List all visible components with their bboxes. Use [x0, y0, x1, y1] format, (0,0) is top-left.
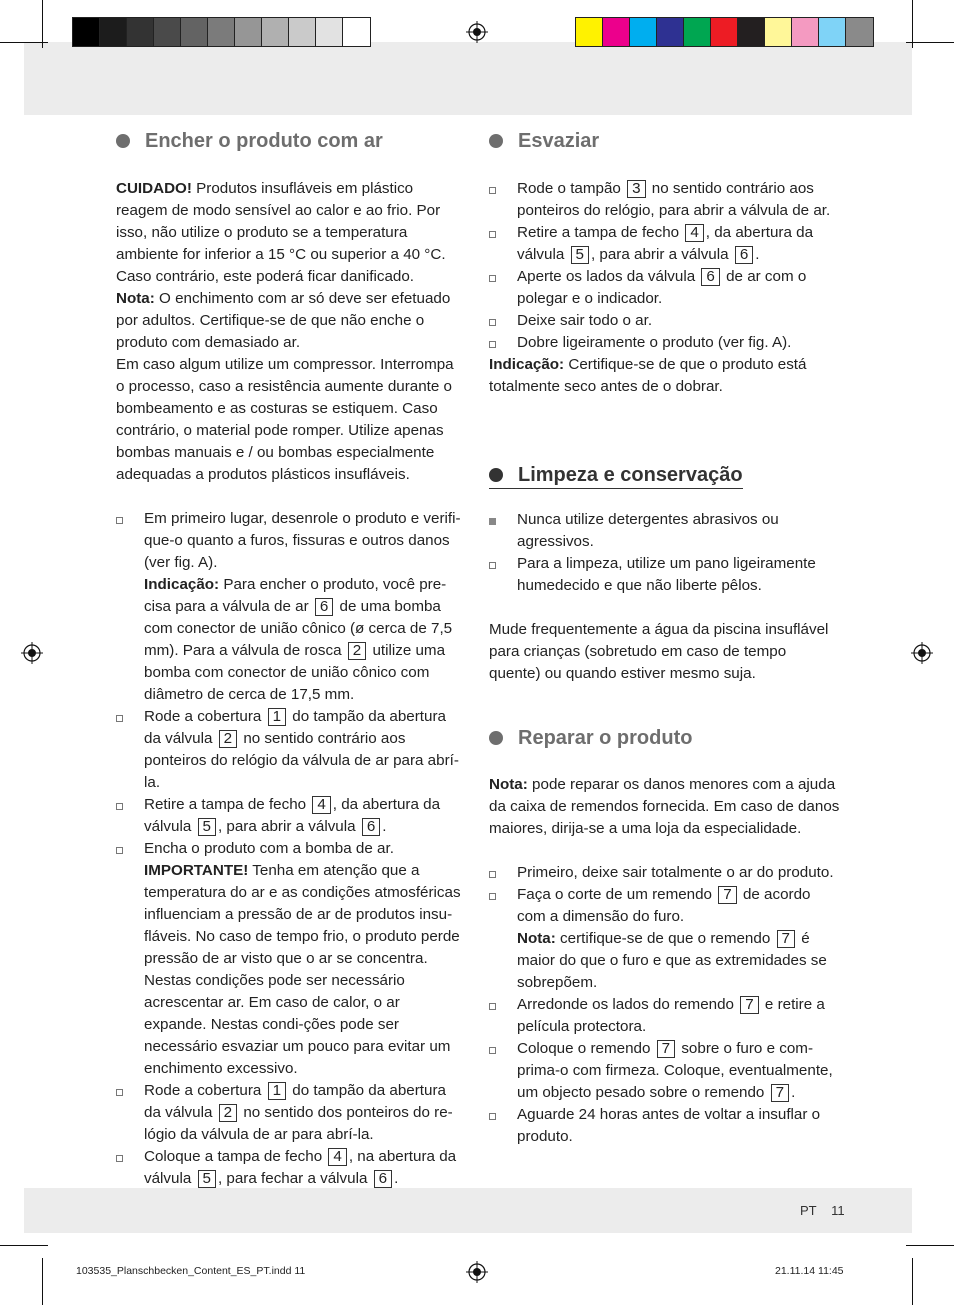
repair-steps	[489, 862, 841, 1148]
registration-mark-icon	[21, 642, 43, 664]
list-item: Para a limpeza, utilize um pano ligeiramente humedecido e que não liberte pêlos.	[489, 553, 841, 597]
part-ref: 5	[198, 818, 216, 836]
crop-mark	[42, 0, 43, 48]
list-item: Dobre ligeiramente o produto (ver fig. A).	[489, 332, 841, 354]
footer-band	[24, 1188, 912, 1233]
swatch	[738, 18, 765, 46]
section-heading-deflate: Esvaziar	[489, 128, 841, 154]
list-item: Em primeiro lugar, desenrole o produto e verifi-que-o quanto a furos, fissuras e outros danos (ver fig. A). Indicação: Para encher o produto, você pre-cisa para a válvula de ar 6 de uma bomba com conector de união cônico (ø cerca de 7,5 mm). Para a válvula de rosca 2 utilize uma bomba com conector de união cônico com diâmetro de cerca de 17,5 mm.	[116, 508, 466, 706]
deflate-indication: Indicação: Certifique-se de que o produto está totalmente seco antes de o dobrar.	[489, 356, 807, 395]
compressor-paragraph: Em caso algum utilize um compressor. Interrompa o processo, caso a resistência aumente durante o bombeamento e as costuras se estiquem. Caso contrário, o material pode romper. Utilize apenas bombas manuais e / ou bombas especialmente adequadas a produtos plásticos insufláveis.	[116, 356, 454, 483]
part-ref: 6	[374, 1170, 392, 1188]
part-ref: 1	[268, 708, 286, 726]
swatch	[576, 18, 603, 46]
list-item: Rode o tampão 3 no sentido contrário aos ponteiros do relógio, para abrir a válvula de ar.	[489, 178, 841, 222]
part-ref: 5	[571, 246, 589, 264]
header-band	[24, 42, 912, 115]
part-ref: 6	[315, 598, 333, 616]
swatch	[711, 18, 738, 46]
part-ref: 7	[718, 886, 736, 904]
list-item: Coloque o remendo 7 sobre o furo e com-prima-o com firmeza. Coloque, eventualmente, um objecto pesado sobre o remendo 7 .	[489, 1038, 841, 1104]
swatch	[684, 18, 711, 46]
swatch	[343, 18, 370, 46]
part-ref: 4	[328, 1148, 346, 1166]
part-ref: 3	[627, 180, 645, 198]
list-item: Encha o produto com a bomba de ar. IMPORTANTE! Tenha em atenção que a temperatura do ar e as condições atmosféricas influenciam a pressão de ar de produtos insu-fláveis. No caso de tempo frio, o produto perde pressão de ar visto que o ar se concentra. Nestas condições pode ser necessário acrescentar ar. Em caso de calor, o ar expande. Nestas condi-ções pode ser necessário esvaziar um pouco para evitar um enchimento excessivo.	[116, 838, 466, 1080]
footer-date: 21.11.14 11:45	[775, 1265, 844, 1277]
swatch	[657, 18, 684, 46]
swatch	[100, 18, 127, 46]
crop-mark	[912, 1258, 913, 1305]
repair-note: Nota: pode reparar os danos menores com a ajuda da caixa de remendos fornecida. Em caso de danos maiores, dirija-se a uma loja da especialidade.	[489, 776, 840, 837]
registration-mark-icon	[466, 1261, 488, 1283]
list-item: Aguarde 24 horas antes de voltar a insuflar o produto.	[489, 1104, 841, 1148]
crop-mark	[906, 1245, 954, 1246]
page-number: PT 11	[800, 1203, 845, 1218]
crop-mark	[912, 0, 913, 48]
part-ref: 7	[657, 1040, 675, 1058]
swatch	[846, 18, 873, 46]
part-ref: 7	[771, 1084, 789, 1102]
swatch	[765, 18, 792, 46]
part-ref: 6	[701, 268, 719, 286]
part-ref: 7	[777, 930, 795, 948]
list-item: Faça o corte de um remendo 7 de acordo com a dimensão do furo. Nota: certifique-se de que o remendo 7 é maior do que o furo e que as extremidades se sobrepõem.	[489, 884, 841, 994]
list-item: Rode a cobertura 1 do tampão da abertura da válvula 2 no sentido contrário aos ponteiros do relógio da válvula de ar para abrí-la.	[116, 706, 466, 794]
part-ref: 2	[348, 642, 366, 660]
swatch	[154, 18, 181, 46]
list-item: Aperte os lados da válvula 6 de ar com o polegar e o indicador.	[489, 266, 841, 310]
swatch	[289, 18, 316, 46]
list-item: Primeiro, deixe sair totalmente o ar do produto.	[489, 862, 841, 884]
crop-mark	[42, 1258, 43, 1305]
list-item: Retire a tampa de fecho 4 , da abertura da válvula 5 , para abrir a válvula 6 .	[116, 794, 466, 838]
part-ref: 1	[268, 1082, 286, 1100]
process-color-bar	[575, 17, 874, 47]
list-item: Arredonde os lados do remendo 7 e retire a película protectora.	[489, 994, 841, 1038]
deflate-steps	[489, 178, 841, 354]
part-ref: 2	[219, 730, 237, 748]
swatch	[127, 18, 154, 46]
swatch	[819, 18, 846, 46]
section-heading-cleaning: Limpeza e conservação	[489, 462, 743, 489]
section-heading-repair: Reparar o produto	[489, 725, 841, 751]
part-ref: 4	[685, 224, 703, 242]
note-paragraph: Nota: O enchimento com ar só deve ser efetuado por adultos. Certifique-se de que não enche o produto com demasiado ar.	[116, 290, 451, 351]
swatch	[262, 18, 289, 46]
swatch	[181, 18, 208, 46]
part-ref: 4	[312, 796, 330, 814]
grayscale-color-bar	[72, 17, 371, 47]
left-column	[116, 128, 466, 1190]
bullet-icon	[489, 134, 503, 148]
swatch	[603, 18, 630, 46]
swatch	[630, 18, 657, 46]
part-ref: 6	[362, 818, 380, 836]
list-item: Nunca utilize detergentes abrasivos ou agressivos.	[489, 509, 841, 553]
swatch	[316, 18, 343, 46]
list-item: Coloque a tampa de fecho 4 , na abertura da válvula 5 , para fechar a válvula 6 .	[116, 1146, 466, 1190]
footer-filename: 103535_Planschbecken_Content_ES_PT.indd 11	[76, 1265, 306, 1277]
part-ref: 7	[740, 996, 758, 1014]
list-item: Deixe sair todo o ar.	[489, 310, 841, 332]
cleaning-steps	[489, 509, 841, 597]
part-ref: 6	[735, 246, 753, 264]
part-ref: 2	[219, 1104, 237, 1122]
swatch	[208, 18, 235, 46]
swatch	[792, 18, 819, 46]
warning-paragraph: CUIDADO! Produtos insufláveis em plástico reagem de modo sensível ao calor e ao frio. Por isso, não utilize o produto se a temperatura ambiente for inferior a 15 °C ou superior a 40 °C. Caso contrário, este poderá ficar danificado.	[116, 180, 446, 285]
right-column	[489, 128, 841, 1148]
crop-mark	[0, 1245, 48, 1246]
registration-mark-icon	[466, 21, 488, 43]
crop-mark	[906, 42, 954, 43]
bullet-icon	[489, 468, 503, 482]
swatch	[73, 18, 100, 46]
inflate-steps	[116, 508, 466, 1190]
registration-mark-icon	[911, 642, 933, 664]
bullet-icon	[116, 134, 130, 148]
cleaning-paragraph: Mude frequentemente a água da piscina insuflável para crianças (sobretudo em caso de tempo quente) ou quando estiver mesmo suja.	[489, 621, 829, 682]
section-heading-inflate: Encher o produto com ar	[116, 128, 466, 154]
list-item: Rode a cobertura 1 do tampão da abertura da válvula 2 no sentido dos ponteiros do re-lógio da válvula de ar para abrí-la.	[116, 1080, 466, 1146]
bullet-icon	[489, 731, 503, 745]
part-ref: 5	[198, 1170, 216, 1188]
crop-mark	[0, 42, 48, 43]
swatch	[235, 18, 262, 46]
list-item: Retire a tampa de fecho 4 , da abertura da válvula 5 , para abrir a válvula 6 .	[489, 222, 841, 266]
